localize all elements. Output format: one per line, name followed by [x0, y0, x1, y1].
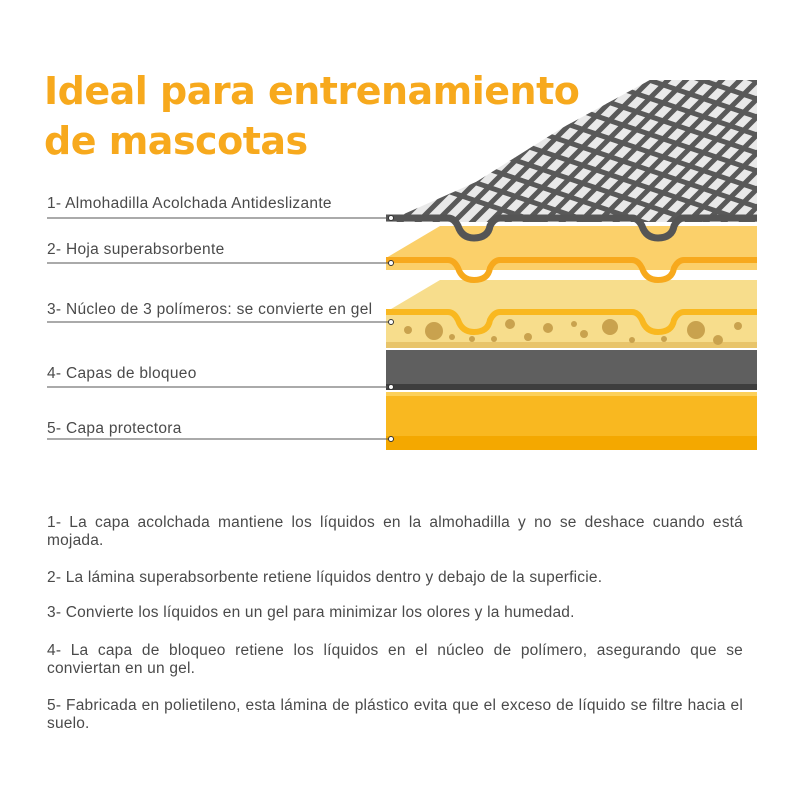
title-line-1: Ideal para entrenamiento: [44, 69, 580, 113]
layer-2-superabsorbent-sheet: [386, 226, 757, 280]
layer-label-5: 5- Capa protectora: [47, 420, 182, 437]
layer-label-4: 4- Capas de bloqueo: [47, 365, 197, 382]
layer-label-1: 1- Almohadilla Acolchada Antideslizante: [47, 195, 332, 212]
layer-label-2: 2- Hoja superabsorbente: [47, 241, 225, 258]
layer-3-polymer-core: [386, 280, 757, 348]
layer-label-3: 3- Núcleo de 3 polímeros: se convierte en gel: [47, 301, 373, 318]
description-5: 5- Fabricada en polietileno, esta lámina de plástico evita que el exceso de líquido se filtre hacia el suelo.: [47, 697, 743, 732]
description-1: 1- La capa acolchada mantiene los líquidos en la almohadilla y no se deshace cuando está mojada.: [47, 514, 743, 549]
title-line-2: de mascotas: [44, 119, 308, 163]
layer-5-protective-sheet: [386, 392, 757, 450]
description-4: 4- La capa de bloqueo retiene los líquidos en el núcleo de polímero, asegurando que se conviertan en un gel.: [47, 642, 743, 677]
description-3: 3- Convierte los líquidos en un gel para minimizar los olores y la humedad.: [47, 604, 575, 621]
description-2: 2- La lámina superabsorbente retiene líquidos dentro y debajo de la superficie.: [47, 569, 603, 586]
layer-4-blocking-layer: [386, 350, 757, 390]
